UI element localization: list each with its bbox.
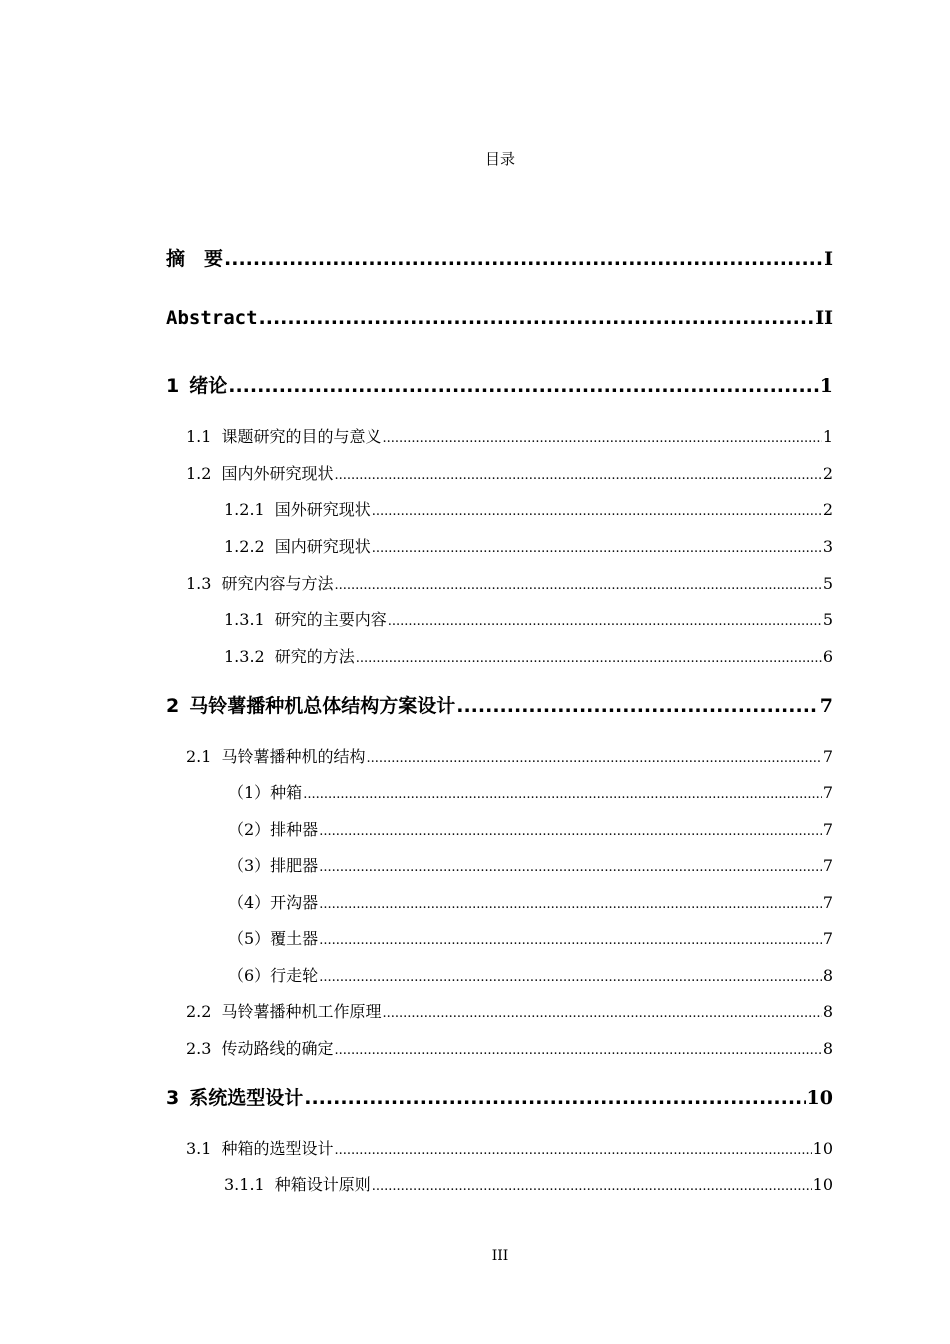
toc-entry-text: 摘 要: [166, 248, 224, 270]
toc-entry-text: 研究的主要内容: [274, 610, 387, 629]
page-number: III: [491, 1248, 509, 1264]
toc-entry-1-3-2[interactable]: [224, 644, 833, 667]
toc-entry-page: 7: [822, 747, 833, 766]
toc-entry-page: 1: [819, 375, 833, 397]
toc-leader: [319, 897, 822, 912]
toc-leader: [319, 970, 822, 985]
toc-entry-text: （6）行走轮: [228, 966, 319, 985]
toc-entry-number: 2.3: [186, 1039, 212, 1058]
toc-entry-text: （4）开沟器: [228, 893, 319, 912]
toc-leader: [372, 1179, 812, 1194]
toc-leader: [372, 541, 822, 556]
toc-leader: [228, 375, 819, 397]
toc-entry-text: 研究的方法: [274, 647, 355, 666]
toc-entry-number: 2.1: [186, 747, 212, 766]
toc-entry-2-1-item-1[interactable]: [228, 780, 833, 803]
toc-entry-2-1-item-5[interactable]: [228, 926, 833, 949]
toc-entry-page: II: [815, 307, 833, 329]
toc-entry-abstract-cn[interactable]: [166, 244, 833, 271]
toc-entry-1-3[interactable]: [186, 571, 833, 594]
toc-entry-page: I: [824, 248, 833, 270]
toc-entry-page: 8: [822, 1039, 833, 1058]
toc-title: 目录: [484, 150, 515, 168]
toc-leader: [382, 431, 821, 446]
toc-entry-page: 7: [819, 695, 833, 717]
toc-entry-text: （3）排肥器: [228, 856, 319, 875]
toc-entry-abstract-en[interactable]: [166, 307, 833, 329]
toc-entry-page: 8: [822, 966, 833, 985]
toc-entry-2-1-item-2[interactable]: [228, 817, 833, 840]
toc-entry-number: 1.3.2: [224, 647, 265, 666]
toc-entry-chapter-1[interactable]: [166, 371, 833, 398]
toc-entry-number: 1.2: [186, 464, 212, 483]
toc-entry-text: 国内研究现状: [274, 537, 371, 556]
toc-entry-page: 10: [806, 1087, 833, 1109]
toc-entry-text: 国外研究现状: [274, 500, 371, 519]
toc-leader: [319, 824, 822, 839]
toc-entry-number: 2.2: [186, 1002, 212, 1021]
toc-entry-number: 1.2.2: [224, 537, 265, 556]
toc-entry-text: 马铃薯播种机工作原理: [221, 1002, 382, 1021]
toc-entry-2-1-item-6[interactable]: [228, 963, 833, 986]
toc-entry-text: 系统选型设计: [189, 1087, 304, 1109]
toc-leader: [334, 468, 821, 483]
toc-entry-page: 10: [812, 1139, 833, 1158]
toc-entry-number: 1.3.1: [224, 610, 265, 629]
toc-entry-1-1[interactable]: [186, 424, 833, 447]
toc-leader: [388, 614, 822, 629]
toc-entry-text: 绪论: [189, 375, 228, 397]
toc-entry-text: 种箱的选型设计: [221, 1139, 334, 1158]
toc-entry-page: 7: [822, 820, 833, 839]
toc-entry-text: 课题研究的目的与意义: [221, 427, 382, 446]
toc-entry-3-1-1[interactable]: [224, 1172, 833, 1195]
toc-entry-chapter-2[interactable]: [166, 691, 833, 718]
toc-entry-text: 传动路线的确定: [221, 1039, 334, 1058]
toc-entry-page: 5: [822, 574, 833, 593]
toc-entry-text: （1）种箱: [228, 783, 303, 802]
toc-entry-number: 1: [166, 375, 180, 397]
toc-entry-text: 种箱设计原则: [274, 1175, 371, 1194]
toc-leader: [319, 933, 822, 948]
toc-entry-text: Abstract: [166, 307, 258, 329]
toc-entry-page: 6: [822, 647, 833, 666]
toc-entry-2-1[interactable]: [186, 744, 833, 767]
toc-entry-page: 3: [822, 537, 833, 556]
toc-entry-2-2[interactable]: [186, 999, 833, 1022]
toc-leader: [303, 787, 822, 802]
toc-entry-number: 1.2.1: [224, 500, 265, 519]
toc-entry-page: 7: [822, 893, 833, 912]
toc-leader: [356, 651, 822, 666]
toc-leader: [382, 1006, 821, 1021]
toc-entry-3-1[interactable]: [186, 1136, 833, 1159]
toc-entry-text: 国内外研究现状: [221, 464, 334, 483]
toc-entry-page: 2: [822, 500, 833, 519]
toc-entry-chapter-3[interactable]: [166, 1083, 833, 1110]
toc-leader: [334, 1143, 811, 1158]
toc-entry-text: 马铃薯播种机总体结构方案设计: [189, 695, 456, 717]
toc-leader: [224, 248, 823, 270]
toc-leader: [456, 695, 819, 717]
toc-entry-number: 1.3: [186, 574, 212, 593]
toc-leader: [372, 504, 822, 519]
toc-entry-2-3[interactable]: [186, 1036, 833, 1059]
toc-entry-page: 10: [812, 1175, 833, 1194]
toc-entry-2-1-item-3[interactable]: [228, 853, 833, 876]
toc-entry-number: 1.1: [186, 427, 212, 446]
toc-entry-number: 2: [166, 695, 180, 717]
toc-entry-2-1-item-4[interactable]: [228, 890, 833, 913]
toc-entry-1-2-1[interactable]: [224, 497, 833, 520]
toc-entry-page: 7: [822, 929, 833, 948]
toc-entry-text: 研究内容与方法: [221, 574, 334, 593]
toc-entry-text: （2）排种器: [228, 820, 319, 839]
toc-entry-number: 3: [166, 1087, 180, 1109]
toc-entry-page: 7: [822, 783, 833, 802]
toc-entry-page: 2: [822, 464, 833, 483]
toc-entry-page: 7: [822, 856, 833, 875]
toc-entry-1-2[interactable]: [186, 461, 833, 484]
toc-entry-1-2-2[interactable]: [224, 534, 833, 557]
toc-entry-page: 1: [822, 427, 833, 446]
toc-leader: [319, 860, 822, 875]
toc-leader: [334, 1043, 821, 1058]
toc-entry-number: 3.1: [186, 1139, 212, 1158]
toc-leader: [334, 578, 821, 593]
toc-entry-page: 8: [822, 1002, 833, 1021]
toc-entry-1-3-1[interactable]: [224, 607, 833, 630]
toc-entry-text: （5）覆土器: [228, 929, 319, 948]
toc-entry-text: 马铃薯播种机的结构: [221, 747, 366, 766]
toc-entry-page: 5: [822, 610, 833, 629]
toc-leader: [259, 307, 815, 329]
toc-entry-number: 3.1.1: [224, 1175, 265, 1194]
toc-leader: [304, 1087, 805, 1109]
toc-leader: [366, 751, 821, 766]
